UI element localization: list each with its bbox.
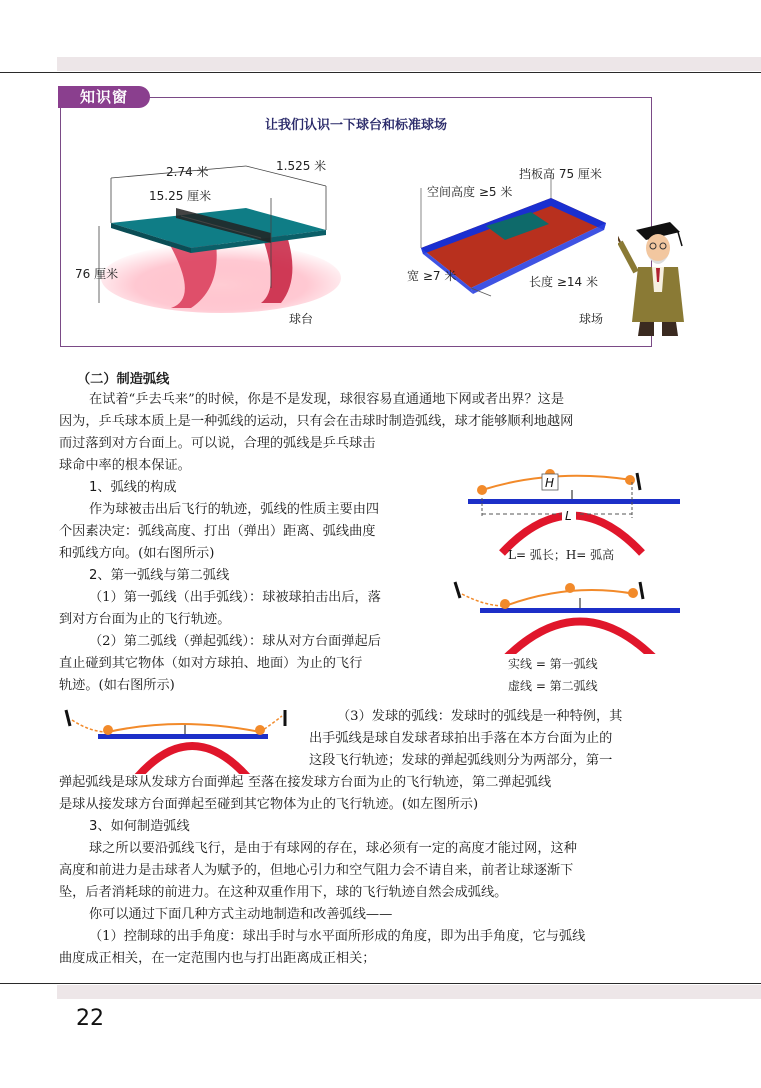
table-caption: 球台 — [289, 312, 314, 326]
court-caption: 球场 — [579, 312, 604, 326]
knowledge-tag: 知识窗 — [58, 86, 150, 108]
subsection-2-p1-line-1: （1）第一弧线（出手弧线）：球被球拍击出后，落 — [89, 590, 381, 605]
professor-icon — [618, 212, 708, 340]
arc-height-label: H — [545, 476, 555, 490]
subsection-3-p1-line-2: 高度和前进力是击球者人为赋予的，但地心引力和空气阻力会不请自来，前者让球逐渐下 — [59, 863, 574, 878]
serve-arc-figure — [60, 706, 300, 774]
subsection-3-p1-line-1: 球之所以要沿弧线飞行，是由于有球网的存在，球必须有一定的高度才能过网，这种 — [89, 841, 577, 856]
subsection-2-p2-line-1: （2）第二弧线（弹起弧线）：球从对方台面弹起后 — [89, 634, 381, 649]
table-net-label: 15.25 厘米 — [149, 189, 212, 203]
subsection-1-line-2: 个因素决定：弧线高度、打出（弹出）距离、弧线曲度 — [59, 524, 376, 539]
table-length-label: 2.74 米 — [166, 165, 209, 179]
table-height-label: 76 厘米 — [75, 267, 119, 281]
solid-line-caption: 实线 = 第一弧线 — [508, 657, 598, 671]
table-illustration — [71, 138, 341, 318]
subsection-3-p1-line-3: 坠，后者消耗球的前进力。在这种双重作用下，球的飞行轨迹自然会成弧线。 — [59, 885, 508, 900]
court-space-label: 空间高度 ≥5 米 — [427, 185, 513, 199]
subsection-2-p2-line-2: 直止碰到其它物体（如对方球拍、地面）为止的飞行 — [59, 656, 363, 671]
subsection-1-line-3: 和弧线方向。(如右图所示) — [59, 546, 215, 561]
subsection-2-p3-line-4: 弹起弧线是球从发球方台面弹起 至落在接发球方台面为止的飞行轨迹，第二弹起弧线 — [59, 775, 552, 790]
subsection-2-p3-line-3: 这段飞行轨迹；发球的弹起弧线则分为两部分，第一 — [309, 753, 613, 768]
page-number: 22 — [76, 1006, 104, 1031]
knowledge-box-title: 让我们认识一下球台和标准球场 — [264, 118, 447, 133]
footer-rule — [0, 983, 761, 984]
subsection-2-p3-line-2: 出手弧线是球自发球者球拍出手落在本方台面为止的 — [309, 731, 613, 746]
subsection-3-p3-line-1: （1）控制球的出手角度：球出手时与水平面所形成的角度，即为出手角度，它与弧线 — [89, 929, 586, 944]
intro-line-3: 而过落到对方台面上。可以说，合理的弧线是乒乓球击 — [59, 436, 376, 451]
subsection-1-line-1: 作为球被击出后飞行的轨迹，弧线的性质主要由四 — [89, 502, 380, 517]
knowledge-box — [60, 97, 652, 347]
subsection-3-heading: 3、如何制造弧线 — [89, 819, 190, 834]
arc-length-label: L — [565, 509, 572, 523]
subsection-2-p2-line-3: 轨迹。(如右图所示) — [59, 678, 175, 693]
court-illustration — [401, 168, 611, 298]
subsection-3-p2: 你可以通过下面几种方式主动地制造和改善弧线—— — [89, 907, 393, 922]
subsection-2-heading: 2、第一弧线与第二弧线 — [89, 568, 230, 583]
court-width-label: 宽 ≥7 米 — [407, 269, 457, 283]
table-width-label: 1.525 米 — [276, 159, 327, 173]
court-length-label: 长度 ≥14 米 — [529, 275, 598, 289]
header-rule — [0, 72, 761, 73]
intro-line-1: 在试着“乒去乓来”的时候，你是不是发现，球很容易直通通地下网或者出界？这是 — [89, 392, 565, 407]
first-second-arc-figure — [450, 574, 690, 654]
subsection-1-heading: 1、弧线的构成 — [89, 480, 177, 495]
arc-structure-caption: L= 弧长；H= 弧高 — [508, 548, 615, 562]
subsection-3-p3-line-2: 曲度成正相关，在一定范围内也与打出距离成正相关； — [59, 951, 376, 966]
intro-line-2: 因为，乒乓球本质上是一种弧线的运动，只有会在击球时制造弧线，球才能够顺利地越网 — [59, 414, 574, 429]
header-band — [57, 57, 761, 71]
intro-line-4: 球命中率的根本保证。 — [59, 458, 191, 473]
dashed-line-caption: 虚线 = 第二弧线 — [508, 679, 598, 693]
subsection-2-p3-line-1: （3）发球的弧线：发球时的弧线是一种特例，其 — [337, 709, 623, 724]
section-heading: （二）制造弧线 — [77, 372, 170, 387]
subsection-2-p3-line-5: 是球从接发球方台面弹起至碰到其它物体为止的飞行轨迹。(如左图所示) — [59, 797, 479, 812]
subsection-2-p1-line-2: 到对方台面为止的飞行轨迹。 — [59, 612, 231, 627]
footer-band — [57, 985, 761, 999]
court-fence-label: 挡板高 75 厘米 — [519, 168, 602, 181]
